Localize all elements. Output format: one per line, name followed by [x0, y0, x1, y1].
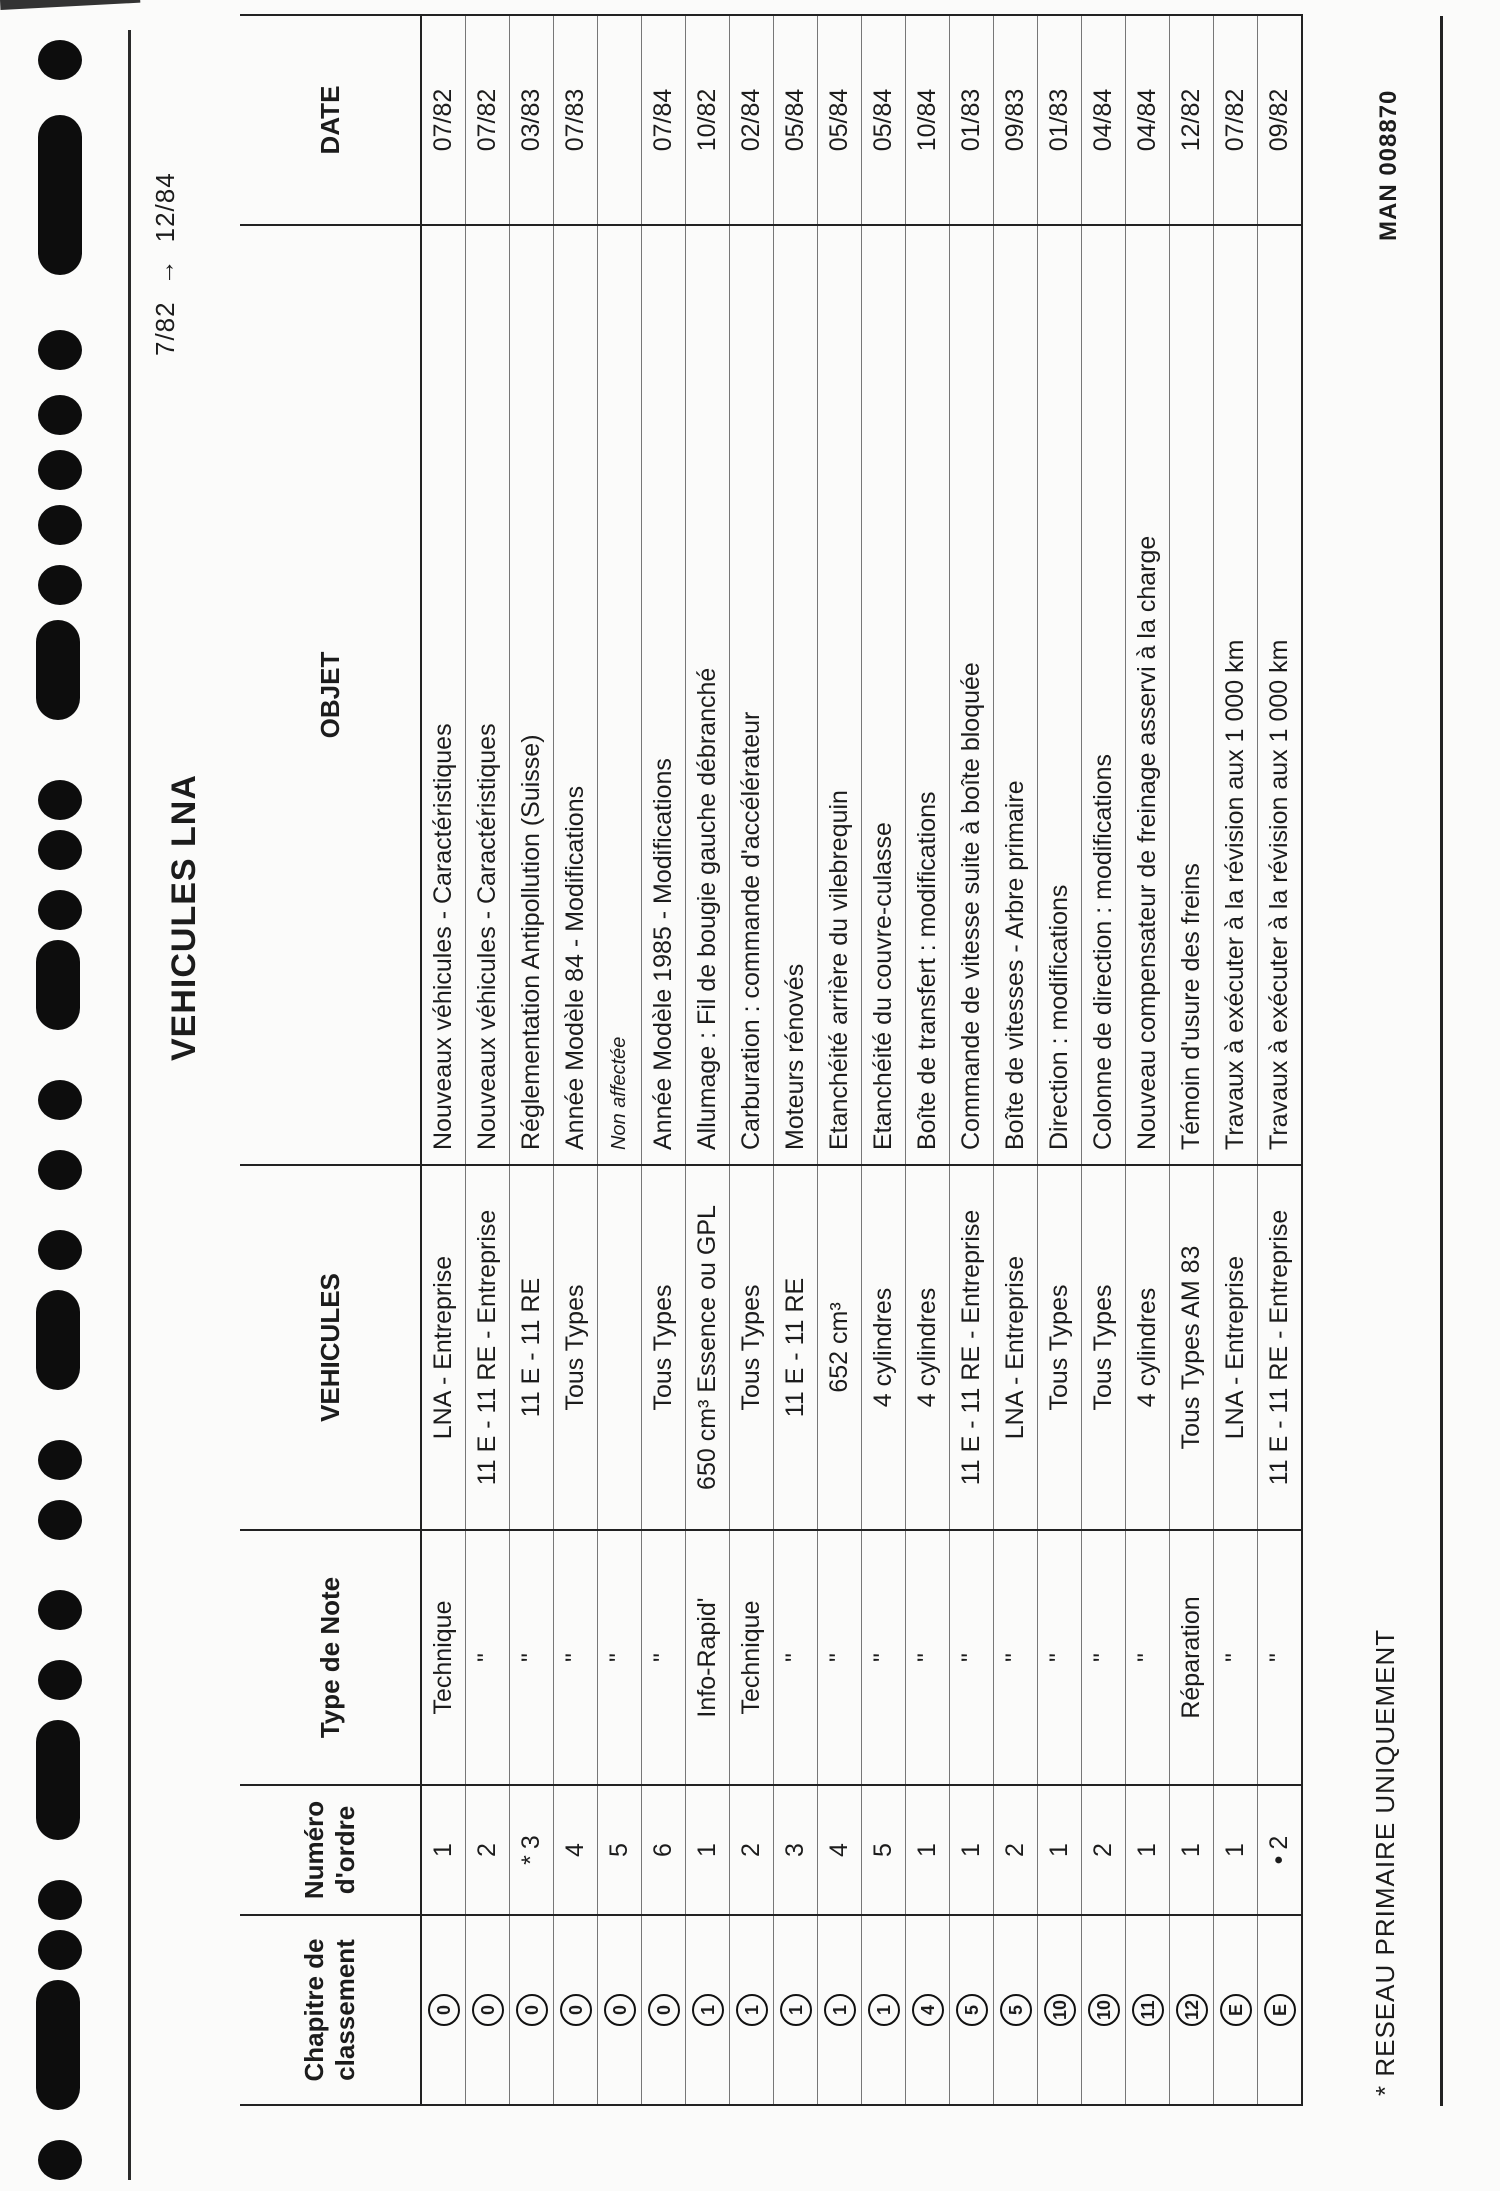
cell-vehicules: LNA - Entreprise — [421, 1165, 466, 1530]
cell-chapitre — [1214, 1915, 1258, 2105]
cell-objet: Travaux à exécuter à la révision aux 1 000 km — [1214, 225, 1258, 1165]
table-row — [994, 15, 1038, 2105]
table-row — [906, 15, 950, 2105]
asterisk-marker: • — [1265, 1855, 1293, 1865]
cell-type-note: " — [818, 1530, 862, 1785]
col-date-header: DATE — [240, 15, 421, 225]
chapter-badge: E — [1220, 1994, 1252, 2026]
binder-hole — [38, 505, 82, 545]
cell-objet: Nouveaux véhicules - Caractéristiques — [466, 225, 510, 1165]
cell-type-note: " — [1214, 1530, 1258, 1785]
cell-objet: Boîte de vitesses - Arbre primaire — [994, 225, 1038, 1165]
chapter-badge: 1 — [780, 1994, 812, 2026]
document-title: VEHICULES LNA — [165, 774, 203, 1061]
cell-objet: Etanchéité du couvre-culasse — [862, 225, 906, 1165]
chapter-badge: 0 — [604, 1994, 636, 2026]
table-row — [1214, 15, 1258, 2105]
numero-value: 2 — [1089, 1843, 1117, 1857]
cell-numero — [554, 1785, 598, 1915]
table-row — [950, 15, 994, 2105]
cell-chapitre — [1258, 1915, 1303, 2105]
cell-type-note: " — [642, 1530, 686, 1785]
cell-date: 12/82 — [1170, 15, 1214, 225]
numero-value: 4 — [561, 1843, 589, 1857]
table-row — [642, 15, 686, 2105]
cell-vehicules: Tous Types — [554, 1165, 598, 1530]
cell-chapitre — [774, 1915, 818, 2105]
cell-objet: Moteurs rénovés — [774, 225, 818, 1165]
binder-hole — [38, 1080, 82, 1120]
cell-date — [598, 15, 642, 225]
cell-vehicules — [598, 1165, 642, 1530]
binder-holes-strip — [0, 0, 130, 2191]
period-range — [150, 172, 181, 356]
binder-hole — [38, 330, 82, 370]
binder-slot — [36, 940, 80, 1030]
table-row — [774, 15, 818, 2105]
cell-date: 07/82 — [421, 15, 466, 225]
cell-numero — [906, 1785, 950, 1915]
table-row — [1082, 15, 1126, 2105]
cell-vehicules: LNA - Entreprise — [994, 1165, 1038, 1530]
cell-chapitre — [730, 1915, 774, 2105]
numero-value: 1 — [1045, 1843, 1073, 1857]
cell-date: 09/83 — [994, 15, 1038, 225]
cell-type-note: " — [774, 1530, 818, 1785]
binder-hole — [38, 1590, 82, 1630]
cell-numero — [1038, 1785, 1082, 1915]
binder-hole — [38, 395, 82, 435]
col-objet-header: OBJET — [240, 225, 421, 1165]
numero-value: 1 — [429, 1843, 457, 1857]
cell-numero — [1170, 1785, 1214, 1915]
cell-numero — [686, 1785, 730, 1915]
binder-slot — [36, 1980, 80, 2110]
cell-type-note: " — [950, 1530, 994, 1785]
table-row — [686, 15, 730, 2105]
cell-date: 02/84 — [730, 15, 774, 225]
cell-objet: Travaux à exécuter à la révision aux 1 000 km — [1258, 225, 1303, 1165]
margin-rule — [128, 30, 131, 2180]
cell-chapitre — [950, 1915, 994, 2105]
cell-type-note: " — [554, 1530, 598, 1785]
binder-hole — [38, 2140, 82, 2180]
table-row — [554, 15, 598, 2105]
binder-hole — [38, 1930, 82, 1970]
cell-date: 07/84 — [642, 15, 686, 225]
chapter-badge: 10 — [1088, 1994, 1120, 2026]
cell-objet: Non affectée — [598, 225, 642, 1165]
cell-numero — [1214, 1785, 1258, 1915]
cell-numero — [1258, 1785, 1303, 1915]
cell-type-note: " — [466, 1530, 510, 1785]
cell-date: 03/83 — [510, 15, 554, 225]
cell-date: 05/84 — [862, 15, 906, 225]
cell-chapitre — [466, 1915, 510, 2105]
cell-vehicules: Tous Types — [642, 1165, 686, 1530]
cell-date: 05/84 — [774, 15, 818, 225]
table-row — [1258, 15, 1303, 2105]
chapter-badge: 0 — [428, 1994, 460, 2026]
numero-value: 5 — [605, 1843, 633, 1857]
cell-objet: Direction : modifications — [1038, 225, 1082, 1165]
cell-date: 04/84 — [1082, 15, 1126, 225]
table-row — [1038, 15, 1082, 2105]
chapter-badge: 0 — [472, 1994, 504, 2026]
numero-value: 4 — [825, 1843, 853, 1857]
footnote: * RESEAU PRIMAIRE UNIQUEMENT — [1370, 1628, 1400, 2096]
cell-objet: Allumage : Fil de bougie gauche débranché — [686, 225, 730, 1165]
cell-objet: Année Modèle 1985 - Modifications — [642, 225, 686, 1165]
table-row — [510, 15, 554, 2105]
table-row — [1170, 15, 1214, 2105]
binder-slot — [38, 115, 82, 275]
cell-objet: Colonne de direction : modifications — [1082, 225, 1126, 1165]
cell-numero — [1082, 1785, 1126, 1915]
chapter-badge: 1 — [824, 1994, 856, 2026]
cell-vehicules: LNA - Entreprise — [1214, 1165, 1258, 1530]
cell-vehicules: 4 cylindres — [1126, 1165, 1170, 1530]
numero-value: 1 — [957, 1843, 985, 1857]
cell-objet: Nouveau compensateur de freinage asservi à la charge — [1126, 225, 1170, 1165]
cell-objet: Carburation : commande d'accélérateur — [730, 225, 774, 1165]
cell-vehicules: Tous Types — [1082, 1165, 1126, 1530]
cell-date: 05/84 — [818, 15, 862, 225]
cell-chapitre — [1170, 1915, 1214, 2105]
chapter-badge: 1 — [736, 1994, 768, 2026]
table-row — [598, 15, 642, 2105]
table-header-row — [240, 15, 421, 2105]
cell-chapitre — [862, 1915, 906, 2105]
cell-numero — [466, 1785, 510, 1915]
cell-date: 07/82 — [466, 15, 510, 225]
binder-hole — [38, 1150, 82, 1190]
period-to: 12/84 — [150, 172, 180, 243]
binder-hole — [38, 780, 82, 820]
col-vehicules-header: VEHICULES — [240, 1165, 421, 1530]
cell-numero — [730, 1785, 774, 1915]
table-body — [421, 15, 1302, 2105]
chapter-badge: 0 — [648, 1994, 680, 2026]
numero-value: 3 — [781, 1843, 809, 1857]
cell-type-note: Technique — [421, 1530, 466, 1785]
numero-value: 3 — [517, 1835, 545, 1850]
binder-hole — [38, 890, 82, 930]
binder-slot — [36, 1290, 80, 1390]
binder-hole — [38, 1230, 82, 1270]
numero-value: 2 — [473, 1843, 501, 1857]
col-numero-header: Numéro d'ordre — [240, 1785, 421, 1915]
cell-type-note: " — [598, 1530, 642, 1785]
cell-numero — [421, 1785, 466, 1915]
bottom-rule — [1440, 16, 1443, 2106]
chapter-badge: 12 — [1176, 1994, 1208, 2026]
cell-type-note: " — [906, 1530, 950, 1785]
table-row — [862, 15, 906, 2105]
numero-value: 6 — [649, 1843, 677, 1857]
chapter-badge: 0 — [560, 1994, 592, 2026]
cell-vehicules: 11 E - 11 RE — [510, 1165, 554, 1530]
binder-hole — [38, 830, 82, 870]
chapter-badge: 1 — [868, 1994, 900, 2026]
cell-vehicules: 11 E - 11 RE - Entreprise — [1258, 1165, 1303, 1530]
numero-value: 2 — [1001, 1843, 1029, 1857]
cell-date: 10/84 — [906, 15, 950, 225]
col-type-header: Type de Note — [240, 1530, 421, 1785]
table-row — [1126, 15, 1170, 2105]
cell-objet: Témoin d'usure des freins — [1170, 225, 1214, 1165]
numero-value: 1 — [693, 1843, 721, 1857]
cell-chapitre — [1038, 1915, 1082, 2105]
cell-date: 10/82 — [686, 15, 730, 225]
cell-chapitre — [554, 1915, 598, 2105]
table-row — [421, 15, 466, 2105]
cell-vehicules: 11 E - 11 RE - Entreprise — [466, 1165, 510, 1530]
cell-numero — [510, 1785, 554, 1915]
rotated-page — [150, 0, 1500, 2191]
cell-date: 01/83 — [1038, 15, 1082, 225]
cell-vehicules: 11 E - 11 RE — [774, 1165, 818, 1530]
table-row — [466, 15, 510, 2105]
cell-chapitre — [686, 1915, 730, 2105]
binder-hole — [38, 565, 82, 605]
cell-vehicules: 650 cm³ Essence ou GPL — [686, 1165, 730, 1530]
cell-type-note: " — [1038, 1530, 1082, 1785]
cell-numero — [862, 1785, 906, 1915]
cell-date: 09/82 — [1258, 15, 1303, 225]
cell-objet: Commande de vitesse suite à boîte bloquée — [950, 225, 994, 1165]
numero-value: 1 — [1133, 1843, 1161, 1857]
cell-objet: Nouveaux véhicules - Caractéristiques — [421, 225, 466, 1165]
cell-type-note: Réparation — [1170, 1530, 1214, 1785]
cell-chapitre — [1082, 1915, 1126, 2105]
numero-value: 5 — [869, 1843, 897, 1857]
cell-chapitre — [642, 1915, 686, 2105]
cell-objet: Boîte de transfert : modifications — [906, 225, 950, 1165]
binder-hole — [38, 40, 82, 80]
cell-date: 01/83 — [950, 15, 994, 225]
cell-type-note: " — [1126, 1530, 1170, 1785]
cell-numero — [1126, 1785, 1170, 1915]
cell-numero — [818, 1785, 862, 1915]
numero-value: 2 — [737, 1843, 765, 1857]
table-row — [730, 15, 774, 2105]
arrow-right-icon: → — [150, 258, 180, 286]
cell-type-note: " — [1082, 1530, 1126, 1785]
cell-type-note: Technique — [730, 1530, 774, 1785]
asterisk-marker: * — [517, 1855, 545, 1865]
notes-table — [240, 14, 1303, 2106]
chapter-badge: 4 — [912, 1994, 944, 2026]
cell-chapitre — [421, 1915, 466, 2105]
cell-vehicules: Tous Types — [1038, 1165, 1082, 1530]
binder-hole — [38, 1880, 82, 1920]
chapter-badge: E — [1264, 1994, 1296, 2026]
binder-hole — [38, 1660, 82, 1700]
chapter-badge: 5 — [1000, 1994, 1032, 2026]
numero-value: 1 — [1177, 1843, 1205, 1857]
cell-vehicules: 4 cylindres — [906, 1165, 950, 1530]
cell-chapitre — [598, 1915, 642, 2105]
binder-hole — [38, 1500, 82, 1540]
cell-vehicules: 652 cm³ — [818, 1165, 862, 1530]
cell-chapitre — [906, 1915, 950, 2105]
cell-chapitre — [818, 1915, 862, 2105]
reference-code: MAN 008870 — [1375, 89, 1402, 241]
cell-numero — [950, 1785, 994, 1915]
chapter-badge: 1 — [692, 1994, 724, 2026]
cell-objet: Année Modèle 84 - Modifications — [554, 225, 598, 1165]
binder-hole — [38, 450, 82, 490]
cell-type-note: " — [862, 1530, 906, 1785]
cell-date: 07/83 — [554, 15, 598, 225]
cell-chapitre — [994, 1915, 1038, 2105]
binder-slot — [36, 620, 80, 720]
chapter-badge: 5 — [956, 1994, 988, 2026]
cell-date: 04/84 — [1126, 15, 1170, 225]
cell-numero — [774, 1785, 818, 1915]
numero-value: 1 — [913, 1843, 941, 1857]
col-chapitre-header: Chapitre de classement — [240, 1915, 421, 2105]
cell-vehicules: Tous Types — [730, 1165, 774, 1530]
binder-hole — [38, 1440, 82, 1480]
binder-slot — [36, 1720, 80, 1840]
cell-numero — [642, 1785, 686, 1915]
table-row — [818, 15, 862, 2105]
cell-vehicules: 4 cylindres — [862, 1165, 906, 1530]
numero-value: 2 — [1265, 1835, 1293, 1850]
cell-objet: Réglementation Antipollution (Suisse) — [510, 225, 554, 1165]
cell-chapitre — [1126, 1915, 1170, 2105]
cell-type-note: " — [1258, 1530, 1303, 1785]
chapter-badge: 0 — [516, 1994, 548, 2026]
cell-type-note: " — [994, 1530, 1038, 1785]
chapter-badge: 10 — [1044, 1994, 1076, 2026]
cell-chapitre — [510, 1915, 554, 2105]
numero-value: 1 — [1221, 1843, 1249, 1857]
cell-vehicules: 11 E - 11 RE - Entreprise — [950, 1165, 994, 1530]
cell-type-note: Info-Rapid' — [686, 1530, 730, 1785]
cell-numero — [994, 1785, 1038, 1915]
cell-date: 07/82 — [1214, 15, 1258, 225]
cell-vehicules: Tous Types AM 83 — [1170, 1165, 1214, 1530]
cell-type-note: " — [510, 1530, 554, 1785]
chapter-badge: 11 — [1132, 1994, 1164, 2026]
cell-numero — [598, 1785, 642, 1915]
period-from: 7/82 — [150, 301, 180, 356]
cell-objet: Etanchéité arrière du vilebrequin — [818, 225, 862, 1165]
